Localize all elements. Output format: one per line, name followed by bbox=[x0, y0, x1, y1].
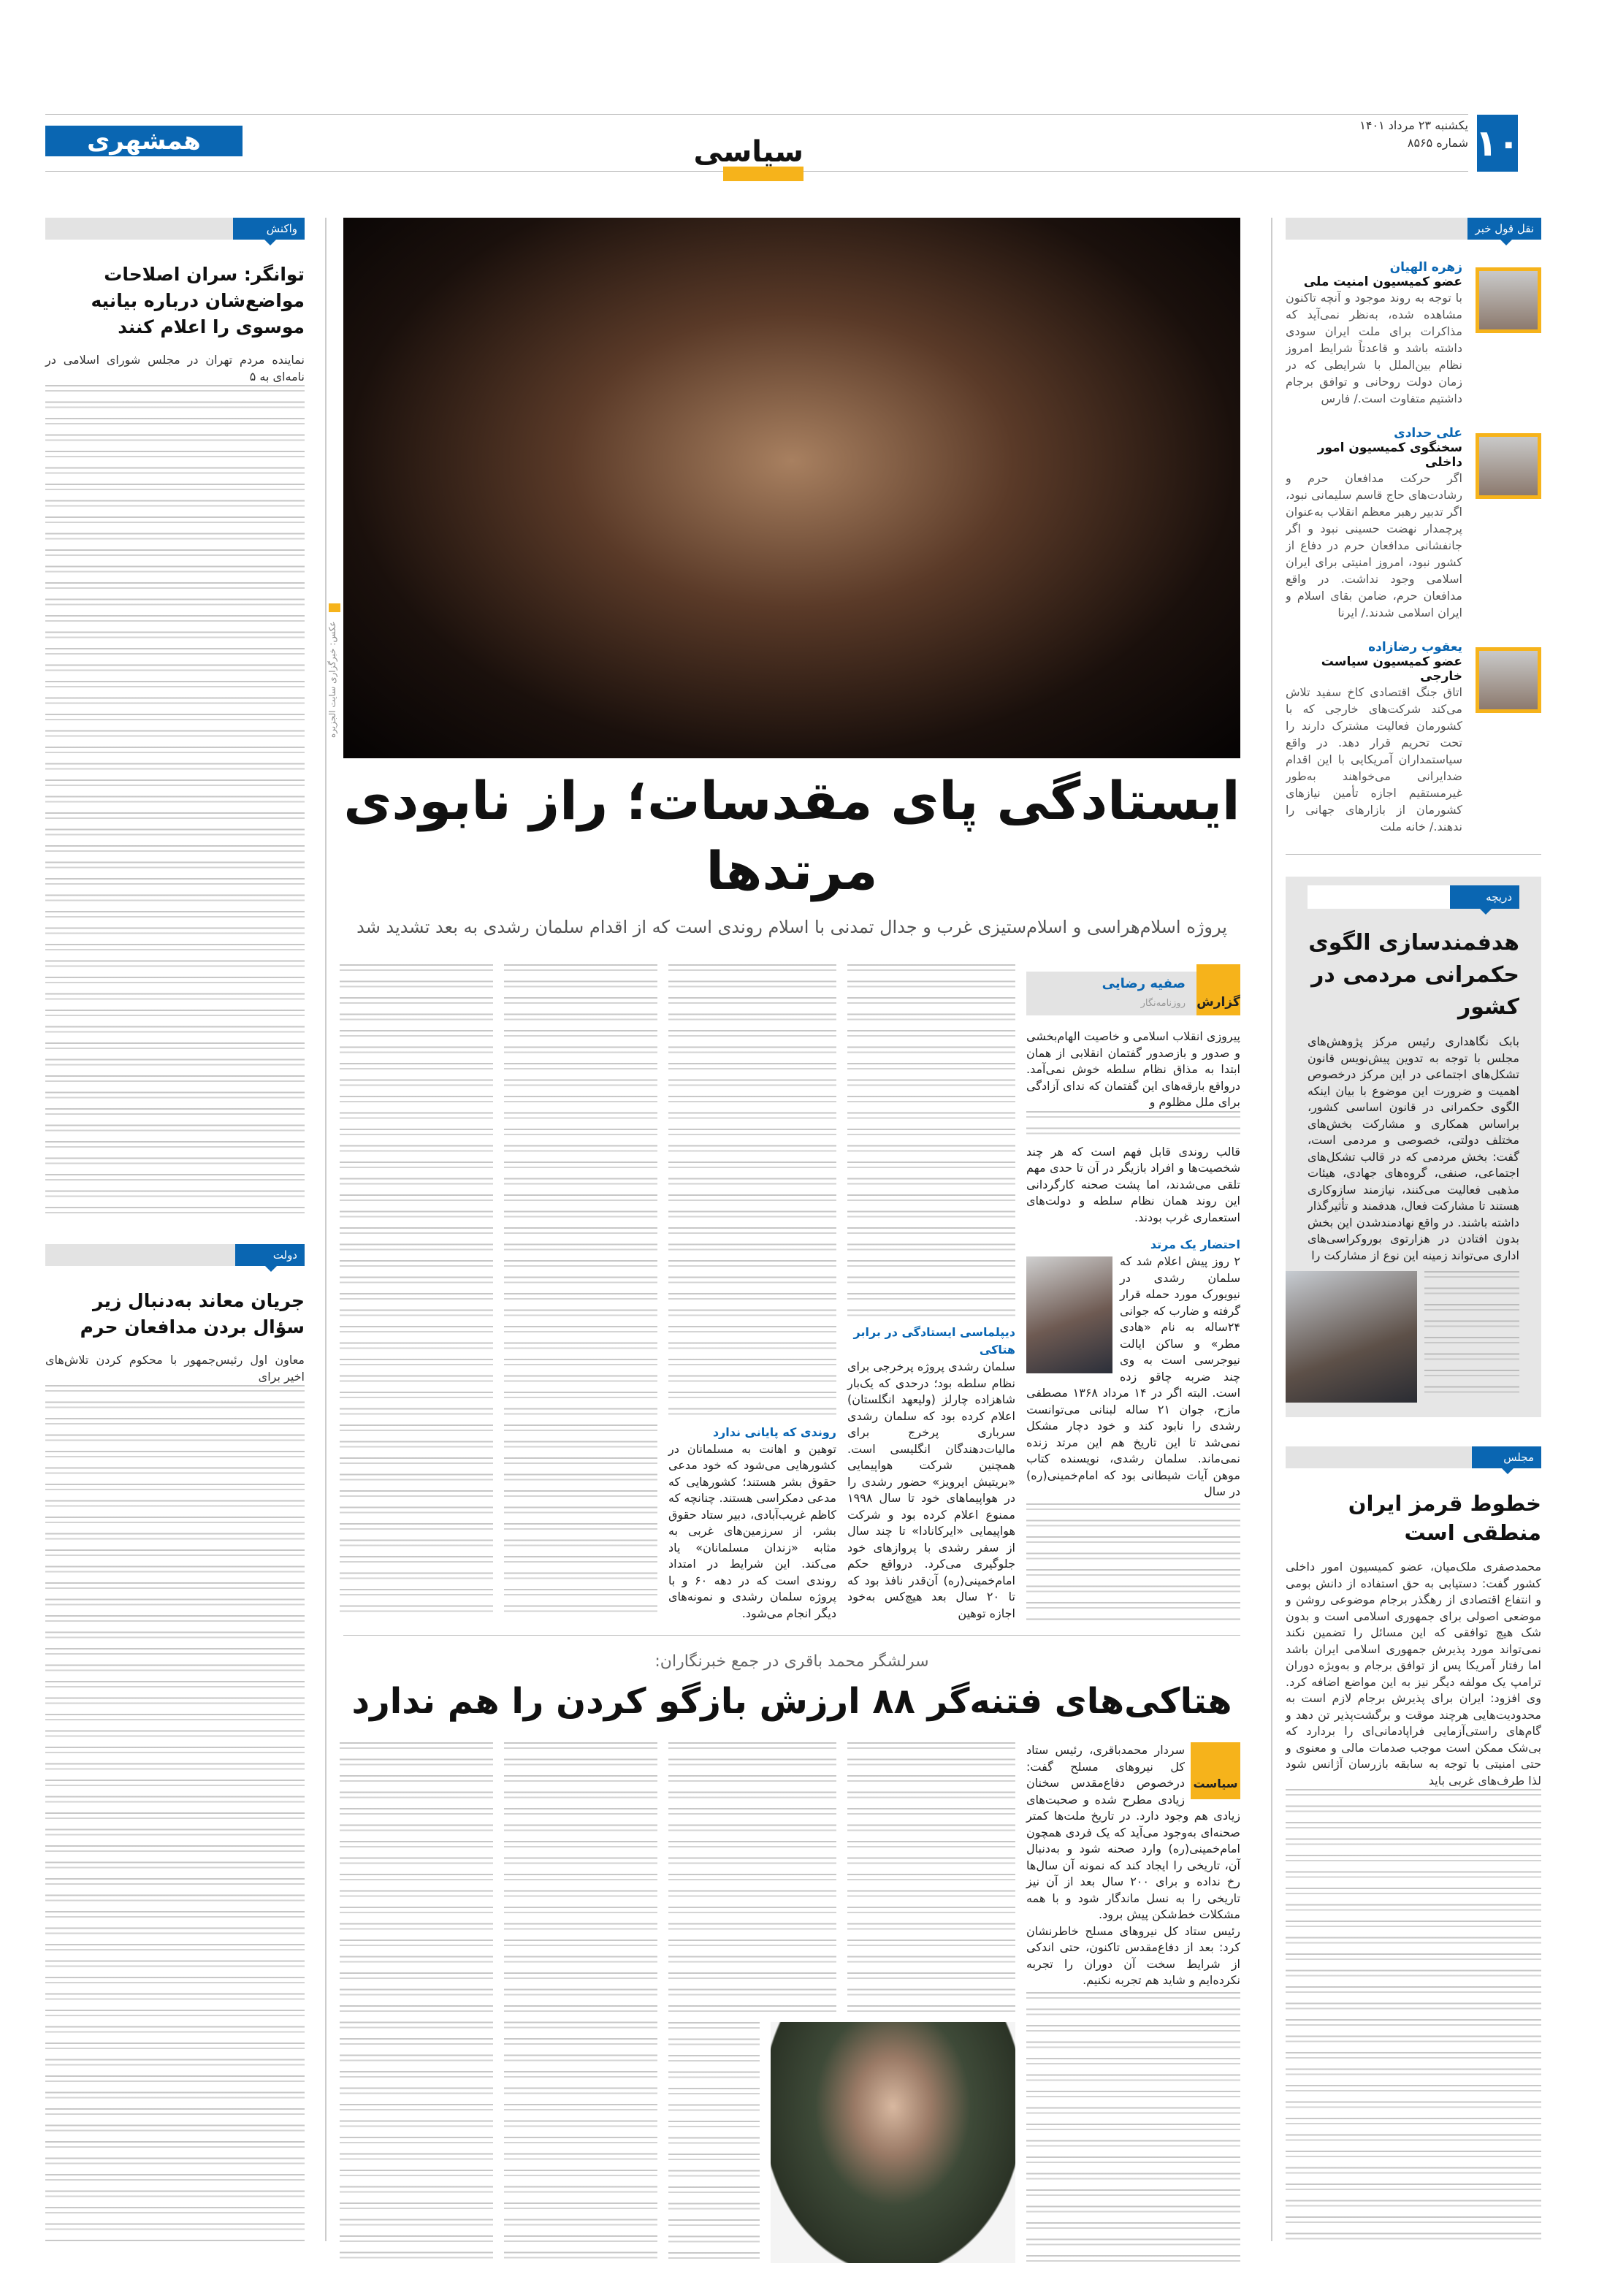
subhead-1-text: ۲ روز پیش اعلام شد که سلمان رشدی در نیویورک مورد حمله قرار گرفته و ضارب که جوانی ۲۴ساله به نام «هادی مطر» و ساکن ایالت نیوجرسی است به وی چند ضربه چاقو زده است. البته اگر در ۱۴ مرداد ۱۳۶۸ مصطفی مازح، جوان ۲۱ ساله لبنانی می‌توانست رشدی را نابود کند و خود دچار مشکل نمی‌شد تا این تاریخ هم این مرتد زنده نمی‌ماند. سلمان رشدی، نویسنده کتاب موهن آیات شیطانی بود که امام‌خمینی(ره) در سال bbox=[1026, 1254, 1241, 1498]
bottom-lead-2: رئیس ستاد کل نیروهای مسلح خاطرنشان کرد: بعد از دفاع‌مقدس تاکنون، حتی اندکی از شرایط سخت آن دوران را تجربه نکرده‌ایم و شاید هم تجربه نکنیم. bbox=[1026, 1923, 1240, 1987]
subhead-1-block bbox=[1026, 1254, 1240, 1500]
column-1 bbox=[1026, 964, 1240, 1622]
quote-role: سخنگوی کمیسیون امور داخلی bbox=[1317, 440, 1462, 470]
quote-text: اتاق جنگ اقتصادی کاخ سفید تلاش می‌کند شرکت‌های خارجی که با کشورمان فعالیت مشترک دارند را تحت تحریم قرار دهد. در واقع سیاستمداران آمریکایی با این اقدام ضدایرانی می‌خواهند به‌طور غیرمستقیم اجازه تأمین نیازهای کشورمان از بازارهای جهانی را ندهند./ خانه ملت bbox=[1286, 685, 1462, 834]
quote-role: عضو کمیسیون امنیت ملی bbox=[1303, 275, 1462, 289]
main-columns bbox=[343, 964, 1240, 1622]
quotes-tag: نقل قول خبر bbox=[1467, 218, 1541, 240]
author-name: صفیه رضایی bbox=[1102, 976, 1186, 991]
majlis-headline: خطوط قرمز ایران منطقی است bbox=[1348, 1491, 1541, 1545]
gov-tag: دولت bbox=[235, 1244, 305, 1266]
majlis-tag: مجلس bbox=[1472, 1446, 1541, 1468]
reaction-headline: توانگر: سران اصلاحات مواضع‌شان درباره بیانیه موسوی را اعلام کنند bbox=[91, 264, 305, 337]
reaction-tagbar bbox=[45, 218, 305, 240]
window-photo bbox=[1286, 1271, 1417, 1403]
dateline bbox=[1359, 117, 1468, 152]
quote-item bbox=[1286, 426, 1541, 621]
window-box bbox=[1286, 877, 1541, 1417]
window-text: بابک نگاهداری رئیس مرکز پژوهش‌های مجلس با توجه به تدوین پیش‌نویس قانون تشکل‌های اجتماعی در این مرکز درخصوص اهمیت و ضرورت این موضوع با بیان اینکه الگوی حکمرانی در قانون اساسی کشور، براساس همکاری و مشارکت بخش‌های مختلف دولتی، خصوصی و مردمی است، گفت: بخش مردمی که در قالب تشکل‌های اجتماعی، صنفی، گروه‌های جهادی، هیئات مذهبی فعالیت می‌کنند، نیازمند سازوکاری هستند تا مشارکت فعال، هدفمند و تأثیرگذار داشته باشند. در واقع نهادمندشدن این بخش بدون افتادن در هزارتوی بوروکراسی‌های اداری می‌تواند زمینه این نوع از مشارکت را bbox=[1308, 1034, 1519, 1262]
avatar bbox=[1476, 267, 1541, 333]
bottom-column-1 bbox=[1026, 1742, 1240, 2263]
window-headline: هدفمندسازی الگوی حکمرانی مردمی در کشور bbox=[1308, 930, 1519, 1020]
issue-date: یکشنبه ۲۳ مرداد ۱۴۰۱ bbox=[1359, 118, 1468, 132]
bottom-columns bbox=[343, 1742, 1240, 2263]
author-role: روزنامه‌نگار bbox=[1140, 998, 1186, 1009]
window-tag: دریچه bbox=[1450, 885, 1519, 909]
bottom-headline: هتاکی‌های فتنه‌گر ۸۸ ارزش بازگو کردن را هم ندارد bbox=[351, 1681, 1232, 1722]
bottom-middle bbox=[668, 1742, 1015, 2263]
subhead-2-text: سلمان رشدی پروژه پرخرجی برای نظام سلطه بود؛ درحدی که یک‌بار شاهزاده چارلز (ولیعهد انگلستان) اعلام کرده بود که سلمان رشدی سرباری پرخرج برای مالیات‌دهندگان انگلیسی است. همچنین شرکت هواپیمایی «بریتیش ایرویز» حضور رشدی را در هواپیماهای خود تا سال ۱۹۹۸ ممنوع اعلام کرده بود و شرکت هواپیمایی «ایرکانادا» تا چند سال از سفر رشدی با پروازهای خود جلوگیری می‌کرد. درواقع حکم امام‌خمینی(ره) آن‌قدر نافذ بود که تا ۲۰ سال بعد هیچ‌کس به‌خود اجازه توهین bbox=[847, 1359, 1015, 1620]
newspaper-logo: همشهری bbox=[45, 126, 243, 156]
column-3 bbox=[668, 964, 836, 1622]
quote-text: با توجه به روند موجود و آنچه تاکنون مشاهده شده، به‌نظر نمی‌آید که مذاکرات برای ملت ایران سودی داشته باشد و قاعدتاً شرایط امروز نظام بین‌الملل با شرایطی که در زمان دولت روحانی و توافق برجام داشتیم متفاوت است./ فارس bbox=[1286, 291, 1462, 405]
bottom-kicker: سیاست bbox=[1191, 1742, 1240, 1799]
quote-role: عضو کمیسیون سیاست خارجی bbox=[1321, 655, 1462, 684]
quote-name: یعقوب رضازاده bbox=[1368, 640, 1462, 655]
subhead-3-text: توهین و اهانت به مسلمانان در کشورهایی می‌شود که خود مدعی حقوق بشر هستند؛ کشورهایی که مدعی دمکراسی هستند. چنانچه که کاظم غریب‌آبادی، دبیر ستاد حقوق بشر، از سرزمین‌های غربی به مثابه «زندان مسلمانان» یاد می‌کند. این شرایط در امتداد روندی است که در دهه ۶۰ و با پروژه سلمان رشدی و نمونه‌های دیگر انجام می‌شود. bbox=[668, 1441, 836, 1620]
center-content bbox=[343, 766, 1240, 2263]
inset-photo bbox=[1026, 1256, 1112, 1373]
photo-credit: عکس: خبرگزاری سایت الجزیره bbox=[327, 621, 337, 738]
quote-item bbox=[1286, 640, 1541, 835]
bottom-lead bbox=[1026, 1742, 1240, 1989]
gov-headline: جریان معاند به‌دنبال زیر سؤال بردن مدافعان حرم bbox=[80, 1290, 305, 1338]
main-deck: پروژه اسلام‌هراسی و اسلام‌ستیزی غرب و جدال تمدنی با اسلام روندی است که از اقدام سلمان رشدی به بعد تشدید شد bbox=[356, 917, 1227, 937]
avatar bbox=[1476, 433, 1541, 499]
quote-name: زهره الهیان bbox=[1389, 260, 1462, 275]
subhead-diplomacy: دیپلماسی ایستادگی در برابر هتاکی bbox=[853, 1325, 1015, 1357]
bottom-overline: سرلشگر محمد باقری در جمع خبرنگاران: bbox=[654, 1652, 929, 1671]
bottom-lead-text: سردار محمدباقری، رئیس ستاد کل نیروهای مسلح گفت: درخصوص دفاع‌مقدس سخنان زیادی مطرح شده و صحبت‌های زیادی هم وجود دارد. در تاریخ ملت‌ها کمتر صحنه‌ای به‌وجود می‌آید که یک فردی همچون امام‌خمینی(ره) وارد صحنه شود و به‌دنبال آن، تاریخی را ایجاد کند که نمونه آن سال‌ها رخ نداده و برای ۲۰۰ سال بعد از آن نیز تاریخی را به نسل ماندگار شود و با همه مشکلات خط‌شکن پیش برود. bbox=[1026, 1743, 1240, 1921]
byline-box bbox=[1026, 972, 1240, 1015]
right-sidebar bbox=[1286, 218, 1541, 2241]
reaction-section bbox=[45, 218, 305, 1222]
camera-marker-icon bbox=[329, 603, 340, 612]
page-number: ۱۰ bbox=[1477, 115, 1518, 172]
section-label: سیاسی bbox=[693, 135, 804, 169]
quote-item bbox=[1286, 260, 1541, 407]
reaction-text: نماینده مردم تهران در مجلس شورای اسلامی در نامه‌ای به ۵ bbox=[45, 353, 305, 384]
subhead-no-end: روندی که پایانی ندارد bbox=[712, 1424, 836, 1439]
reaction-tag: واکنش bbox=[233, 218, 305, 240]
main-photo bbox=[343, 218, 1240, 758]
gov-tagbar bbox=[45, 1244, 305, 1266]
section-title bbox=[693, 135, 804, 183]
quote-text: اگر حرکت مدافعان حرم و رشادت‌های حاج قاسم سلیمانی نبود، اگر تدبیر رهبر معظم انقلاب به‌عنوان پرچمدار نهضت حسینی نبود و اگر جانفشانی مدافعان حرم در دفاع از کشور نبود، امروز امنیتی برای ایران اسلامی وجود نداشت. در واقع مدافعان حرم، ضامن بقای اسلام و ایران اسلامی شدند./ ایرنا bbox=[1286, 471, 1462, 619]
gov-text: معاون اول رئیس‌جمهور با محکوم کردن تلاش‌های اخیر برای bbox=[45, 1353, 305, 1384]
issue-number: شماره ۸۵۶۵ bbox=[1407, 136, 1468, 150]
article-intro: پیروزی انقلاب اسلامی و خاصیت الهام‌بخشی و صدور و بازصدور گفتمان انقلابی از همان ابتدا به مذاق نظام سلطه خوش نمی‌آمد. درواقع بارقه‌های این گفتمان که ندای آزادگی برای ملل مظلوم و bbox=[1026, 1029, 1240, 1109]
subhead-dying-apostate: احتضار یک مرتد bbox=[1150, 1237, 1240, 1251]
majlis-tagbar bbox=[1286, 1446, 1541, 1468]
quotes-tagbar bbox=[1286, 218, 1541, 240]
gov-section bbox=[45, 1244, 305, 2241]
column-2 bbox=[847, 964, 1015, 1622]
avatar bbox=[1476, 647, 1541, 713]
bagheri-photo bbox=[771, 2022, 1015, 2263]
kicker-label: گزارش bbox=[1196, 964, 1240, 1015]
quote-name: علی حدادی bbox=[1394, 426, 1462, 440]
majlis-text: محمدصفری ملک‌میان، عضو کمیسیون امور داخلی کشور گفت: دستیابی به حق استفاده از دانش بومی و انتفاع اقتصادی از رهگذر برجام موضوعی روشن و موضعی اصولی برای جمهوری اسلامی است و بدون شک هیچ توافقی که این مسائل را تضمین نکند نمی‌تواند مورد پذیرش جمهوری اسلامی ایران باشد اما رفتار آمریکا پس از توافق برجام و به‌ویژه دوران ترامپ یک مولفه دیگر نیز به این مواضع اضافه کرد. وی افزود: ایران برای پذیرش برجام لازم است به محدودیت‌هایی هرچند موقت و برگشت‌پذیر تن دهد و گام‌های راستی‌آزمایی فراپادمانی‌ای را بردارد که بی‌شک ممکن است موجب صدمات مالی و معنوی و حتی امنیتی با توجه به سابقه بازرسان آژانس شود لذا طرف‌های غربی باید bbox=[1286, 1560, 1541, 1788]
main-headline: ایستادگی پای مقدسات؛ راز نابودی مرتدها bbox=[343, 770, 1240, 901]
article-para: قالب روندی قابل فهم است که هر چند شخصیت‌ها و افراد بازیگر در آن تا حدی مهم تلقی می‌شدند، اما پشت صحنه کارگردانی این روند همان نظام سلطه و دولت‌های استعماری غرب بودند. bbox=[1026, 1144, 1240, 1224]
